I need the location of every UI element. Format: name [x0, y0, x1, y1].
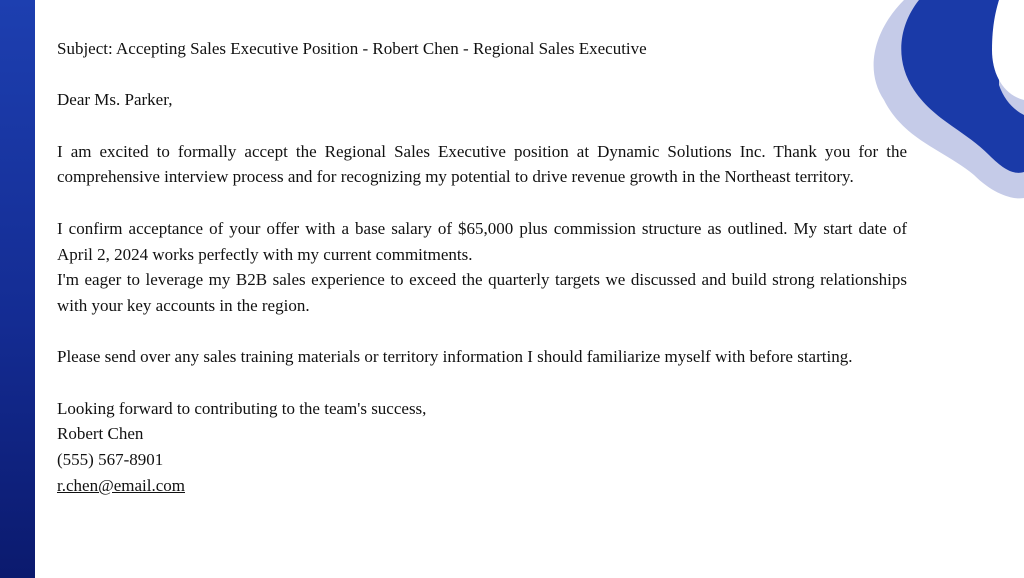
letter-paragraph-request: Please send over any sales training materials or territory information I should familiarize myself with before starting.: [57, 347, 853, 367]
letter-paragraph-acceptance: I am excited to formally accept the Regional Sales Executive position at Dynamic Solutions Inc. Thank you for the comprehensive interview process and for recognizing my potential to drive revenue growth in the Northeast territory.: [57, 141, 907, 187]
letter-salutation: Dear Ms. Parker,: [57, 90, 173, 110]
signature-phone: (555) 567-8901: [57, 450, 164, 470]
letter-body: [57, 36, 907, 499]
left-accent-bar: [0, 0, 35, 578]
letter-paragraph-offer: I confirm acceptance of your offer with a base salary of $65,000 plus commission structure as outlined. My start date of April 2, 2024 works perfectly with my current commitments.: [57, 218, 907, 264]
letter-closing: Looking forward to contributing to the team's success,: [57, 398, 427, 418]
signature-name: Robert Chen: [57, 424, 144, 444]
signature-email-link[interactable]: r.chen@email.com: [57, 475, 185, 495]
letter-subject: Subject: Accepting Sales Executive Position - Robert Chen - Regional Sales Executive: [57, 39, 647, 58]
letter-paragraph-goals: I'm eager to leverage my B2B sales experience to exceed the quarterly targets we discussed and build strong relationships with your key accounts in the region.: [57, 270, 907, 315]
